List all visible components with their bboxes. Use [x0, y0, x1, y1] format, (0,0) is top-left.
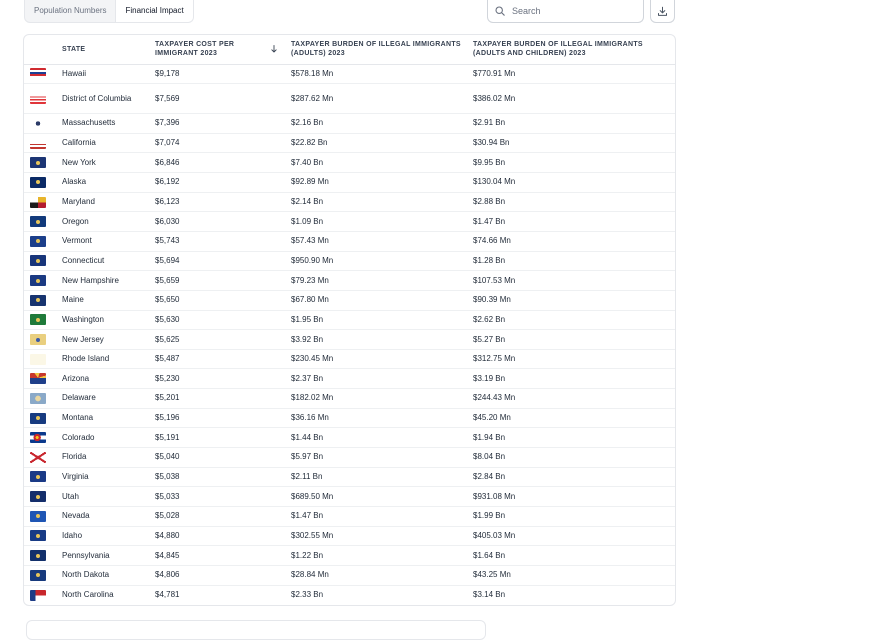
table-row	[24, 153, 675, 173]
table-row	[24, 448, 675, 468]
table-row	[24, 585, 675, 605]
flag-cell	[24, 585, 56, 605]
state-flag-icon	[30, 93, 46, 104]
burden-adults-cell: $36.16 Mn	[285, 408, 467, 428]
burden-adults-cell: $950.90 Mn	[285, 251, 467, 271]
flag-seal-icon	[36, 475, 40, 479]
burden-adults-cell: $2.16 Bn	[285, 114, 467, 134]
cost-per-immigrant-cell: $5,625	[149, 330, 285, 350]
burden-all-cell: $244.43 Mn	[467, 389, 675, 409]
table-row	[24, 408, 675, 428]
state-flag-icon	[30, 511, 46, 522]
burden-adults-cell: $689.50 Mn	[285, 487, 467, 507]
burden-all-cell: $30.94 Bn	[467, 133, 675, 153]
state-name-cell: Idaho	[56, 526, 149, 546]
sort-descending-icon[interactable]	[271, 45, 277, 53]
state-name-cell: Florida	[56, 448, 149, 468]
table-row	[24, 349, 675, 369]
flag-cell	[24, 271, 56, 291]
burden-all-cell: $5.27 Bn	[467, 330, 675, 350]
state-name-cell: Alaska	[56, 173, 149, 193]
cost-per-immigrant-cell: $5,659	[149, 271, 285, 291]
flag-seal-icon	[36, 279, 40, 283]
burden-all-cell: $1.28 Bn	[467, 251, 675, 271]
state-name-cell: Washington	[56, 310, 149, 330]
table-row	[24, 428, 675, 448]
download-icon	[657, 6, 668, 17]
state-flag-icon	[30, 68, 46, 79]
state-flag-icon	[30, 236, 46, 247]
state-flag-icon	[30, 590, 46, 601]
flag-seal-icon	[36, 298, 40, 302]
cost-per-immigrant-cell: $5,201	[149, 389, 285, 409]
state-name-cell: Delaware	[56, 389, 149, 409]
burden-all-cell: $770.91 Mn	[467, 64, 675, 84]
state-flag-icon	[30, 334, 46, 345]
table-row	[24, 84, 675, 114]
table-row	[24, 212, 675, 232]
burden-adults-cell: $1.09 Bn	[285, 212, 467, 232]
table-header-row	[24, 35, 675, 64]
burden-all-cell: $1.64 Bn	[467, 546, 675, 566]
table-row	[24, 310, 675, 330]
cost-per-immigrant-cell: $5,650	[149, 290, 285, 310]
burden-all-cell: $3.19 Bn	[467, 369, 675, 389]
cost-per-immigrant-cell: $5,040	[149, 448, 285, 468]
flag-seal-icon	[36, 554, 40, 558]
state-flag-icon	[30, 471, 46, 482]
table-row	[24, 526, 675, 546]
flag-seal-icon	[36, 534, 40, 538]
table-row	[24, 251, 675, 271]
cost-per-immigrant-cell: $4,806	[149, 565, 285, 585]
state-flag-icon	[30, 197, 46, 208]
state-flag-icon	[30, 570, 46, 581]
data-table-container	[23, 34, 676, 606]
state-name-cell: Connecticut	[56, 251, 149, 271]
state-flag-icon	[30, 354, 46, 365]
table-row	[24, 467, 675, 487]
search-input[interactable]	[510, 5, 634, 17]
burden-all-cell: $2.91 Bn	[467, 114, 675, 134]
flag-cell	[24, 231, 56, 251]
state-name-cell: Pennsylvania	[56, 546, 149, 566]
tab-financial-impact[interactable]: Financial Impact	[115, 0, 192, 22]
flag-cell	[24, 330, 56, 350]
burden-all-cell: $312.75 Mn	[467, 349, 675, 369]
burden-all-cell: $1.94 Bn	[467, 428, 675, 448]
cost-per-immigrant-cell: $5,196	[149, 408, 285, 428]
flag-seal-icon	[36, 416, 40, 420]
cost-per-immigrant-cell: $4,781	[155, 590, 180, 600]
flag-cell	[24, 64, 56, 84]
table-row	[24, 389, 675, 409]
state-flag-icon	[30, 373, 46, 384]
flag-cell	[24, 153, 56, 173]
cost-per-immigrant-cell: $5,038	[149, 467, 285, 487]
state-name-cell: Hawaii	[56, 64, 149, 84]
state-name-cell: District of Columbia	[56, 84, 149, 114]
state-flag-icon	[30, 314, 46, 325]
flag-cell	[24, 565, 56, 585]
burden-adults-cell: $22.82 Bn	[285, 133, 467, 153]
flag-cell	[24, 84, 56, 114]
burden-all-cell: $43.25 Mn	[467, 565, 675, 585]
state-flag-icon	[30, 138, 46, 149]
flag-seal-icon	[36, 259, 40, 263]
cost-per-immigrant-cell: $6,123	[149, 192, 285, 212]
burden-all-cell: $45.20 Mn	[467, 408, 675, 428]
flag-cell	[24, 408, 56, 428]
flag-cell	[24, 369, 56, 389]
table-row	[24, 487, 675, 507]
table-row	[24, 271, 675, 291]
burden-adults-cell: $1.47 Bn	[285, 506, 467, 526]
burden-all-cell: $2.84 Bn	[467, 467, 675, 487]
table-row	[24, 64, 675, 84]
table-row	[24, 330, 675, 350]
flag-cell	[24, 212, 56, 232]
cost-per-immigrant-cell: $5,694	[149, 251, 285, 271]
table-row	[24, 133, 675, 153]
column-header-cost-per-immigrant[interactable]	[149, 35, 285, 64]
flag-cell	[24, 546, 56, 566]
search-box[interactable]	[487, 0, 644, 23]
cost-per-immigrant-cell: $9,178	[149, 64, 285, 84]
financial-impact-table	[24, 35, 675, 605]
flag-seal-icon	[36, 318, 40, 322]
flag-cell	[24, 389, 56, 409]
flag-cell	[24, 290, 56, 310]
state-name-cell: Nevada	[56, 506, 149, 526]
burden-all-cell: $386.02 Mn	[467, 84, 675, 114]
flag-cell	[24, 467, 56, 487]
state-name-cell: Massachusetts	[56, 114, 149, 134]
cost-per-immigrant-cell: $4,845	[149, 546, 285, 566]
cost-per-immigrant-cell: $6,846	[149, 153, 285, 173]
state-name-cell: Maryland	[56, 192, 149, 212]
state-name-cell: Vermont	[56, 231, 149, 251]
burden-all-cell: $8.04 Bn	[467, 448, 675, 468]
state-name-cell: New York	[56, 153, 149, 173]
state-flag-icon	[30, 452, 46, 463]
flag-seal-icon	[36, 338, 40, 342]
flag-cell	[24, 310, 56, 330]
flag-cell	[24, 114, 56, 134]
table-row	[24, 173, 675, 193]
state-flag-icon	[30, 255, 46, 266]
flag-seal-icon	[36, 239, 40, 243]
state-flag-icon	[30, 295, 46, 306]
state-flag-icon	[30, 491, 46, 502]
flag-cell	[24, 428, 56, 448]
state-name-cell: Rhode Island	[56, 349, 149, 369]
flag-cell	[24, 506, 56, 526]
table-row	[24, 114, 675, 134]
burden-adults-cell: $28.84 Mn	[285, 565, 467, 585]
flag-seal-icon	[36, 573, 40, 577]
burden-all-cell: $90.39 Mn	[467, 290, 675, 310]
state-name-cell: Maine	[56, 290, 149, 310]
state-name-cell: California	[56, 133, 149, 153]
burden-adults-cell: $5.97 Bn	[285, 448, 467, 468]
table-row	[24, 546, 675, 566]
cost-per-immigrant-cell: $5,028	[149, 506, 285, 526]
flag-cell	[24, 192, 56, 212]
state-flag-icon	[30, 275, 46, 286]
cost-per-immigrant-cell: $7,569	[149, 84, 285, 114]
burden-all-cell: $931.08 Mn	[467, 487, 675, 507]
flag-seal-icon	[36, 514, 40, 518]
state-flag-icon	[30, 413, 46, 424]
burden-adults-cell: $182.02 Mn	[285, 389, 467, 409]
flag-seal-icon	[36, 180, 40, 184]
column-header-burden-adults[interactable]: TAXPAYER BURDEN OF ILLEGAL IMMIGRANTS (ADULTS) 2023	[285, 35, 467, 64]
flag-seal-icon	[36, 220, 40, 224]
table-row	[24, 506, 675, 526]
state-name-cell: North Dakota	[56, 565, 149, 585]
cost-per-immigrant-cell: $5,743	[149, 231, 285, 251]
burden-adults-cell: $1.95 Bn	[285, 310, 467, 330]
table-row	[24, 290, 675, 310]
burden-all-cell: $2.88 Bn	[467, 192, 675, 212]
flag-cell	[24, 526, 56, 546]
table-row	[24, 565, 675, 585]
state-flag-icon	[30, 530, 46, 541]
burden-adults-cell: $302.55 Mn	[285, 526, 467, 546]
state-flag-icon	[30, 216, 46, 227]
burden-adults-cell: $67.80 Mn	[285, 290, 467, 310]
table-row	[24, 369, 675, 389]
burden-adults-cell: $92.89 Mn	[285, 173, 467, 193]
cost-per-immigrant-cell: $7,074	[149, 133, 285, 153]
burden-all-cell: $107.53 Mn	[467, 271, 675, 291]
state-name-cell: Montana	[56, 408, 149, 428]
flag-cell	[24, 487, 56, 507]
state-flag-icon	[30, 118, 46, 129]
burden-adults-cell: $2.14 Bn	[285, 192, 467, 212]
download-button[interactable]	[650, 0, 675, 23]
cost-per-immigrant-cell: $6,192	[149, 173, 285, 193]
column-header-state[interactable]: STATE	[56, 35, 149, 64]
flag-seal-icon	[36, 161, 40, 165]
tab-population-numbers[interactable]: Population Numbers	[34, 6, 107, 15]
cost-per-immigrant-cell: $6,030	[149, 212, 285, 232]
flag-cell	[24, 448, 56, 468]
burden-adults-cell: $57.43 Mn	[285, 231, 467, 251]
burden-all-cell: $405.03 Mn	[467, 526, 675, 546]
table-row	[24, 231, 675, 251]
burden-all-cell: $2.62 Bn	[467, 310, 675, 330]
burden-all-cell: $9.95 Bn	[467, 153, 675, 173]
view-tabs	[24, 0, 194, 23]
burden-all-cell: $74.66 Mn	[467, 231, 675, 251]
burden-adults-cell: $287.62 Mn	[285, 84, 467, 114]
cost-per-immigrant-cell: $5,191	[149, 428, 285, 448]
burden-adults-cell: $79.23 Mn	[285, 271, 467, 291]
state-name-cell: Utah	[56, 487, 149, 507]
burden-all-cell: $130.04 Mn	[467, 173, 675, 193]
state-flag-icon	[30, 550, 46, 561]
state-name-cell: New Jersey	[56, 330, 149, 350]
state-flag-icon	[30, 157, 46, 168]
burden-all-cell: $3.14 Bn	[473, 590, 506, 600]
state-name-cell: North Carolina	[62, 590, 114, 600]
burden-adults-cell: $7.40 Bn	[285, 153, 467, 173]
state-name-cell: Arizona	[56, 369, 149, 389]
state-name-cell: Colorado	[56, 428, 149, 448]
flag-cell	[24, 173, 56, 193]
burden-adults-cell: $578.18 Mn	[285, 64, 467, 84]
state-flag-icon	[30, 432, 46, 443]
burden-adults-cell: $230.45 Mn	[285, 349, 467, 369]
state-flag-icon	[30, 393, 46, 404]
burden-adults-cell: $1.44 Bn	[285, 428, 467, 448]
state-name-cell: Virginia	[56, 467, 149, 487]
burden-adults-cell: $1.22 Bn	[285, 546, 467, 566]
column-header-flag	[24, 35, 56, 64]
flag-seal-icon	[36, 495, 40, 499]
state-name-cell: New Hampshire	[56, 271, 149, 291]
search-icon	[495, 6, 505, 16]
burden-adults-cell: $3.92 Bn	[285, 330, 467, 350]
column-header-cost-label: TAXPAYER COST PER IMMIGRANT 2023	[155, 41, 235, 58]
burden-all-cell: $1.99 Bn	[467, 506, 675, 526]
column-header-burden-all[interactable]: TAXPAYER BURDEN OF ILLEGAL IMMIGRANTS (ADULTS AND CHILDREN) 2023	[467, 35, 675, 64]
burden-adults-cell: $2.37 Bn	[285, 369, 467, 389]
burden-adults-cell: $2.11 Bn	[285, 467, 467, 487]
cost-per-immigrant-cell: $5,033	[149, 487, 285, 507]
burden-adults-cell: $2.33 Bn	[291, 590, 324, 600]
flag-cell	[24, 133, 56, 153]
burden-all-cell: $1.47 Bn	[467, 212, 675, 232]
cost-per-immigrant-cell: $5,230	[149, 369, 285, 389]
cost-per-immigrant-cell: $7,396	[149, 114, 285, 134]
cost-per-immigrant-cell: $5,630	[149, 310, 285, 330]
table-row	[24, 192, 675, 212]
state-flag-icon	[30, 177, 46, 188]
secondary-panel	[26, 620, 486, 640]
flag-cell	[24, 349, 56, 369]
cost-per-immigrant-cell: $4,880	[149, 526, 285, 546]
cost-per-immigrant-cell: $5,487	[149, 349, 285, 369]
flag-cell	[24, 251, 56, 271]
state-name-cell: Oregon	[56, 212, 149, 232]
